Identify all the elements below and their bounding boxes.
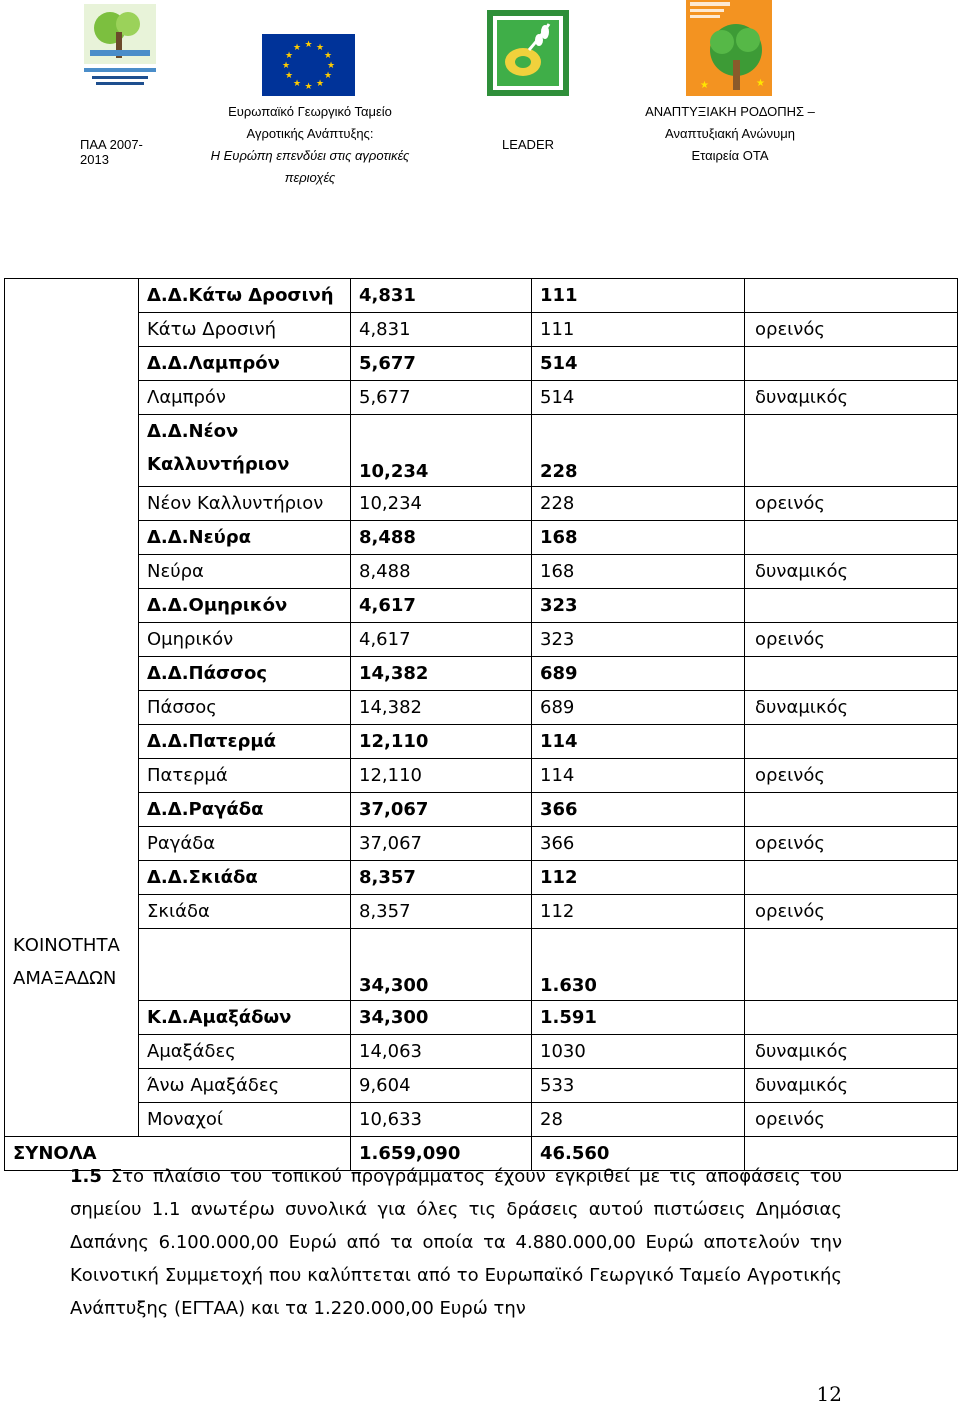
header-fund-line-3: Η Ευρώπη επενδύει στις αγροτικές <box>210 148 410 163</box>
settlement-name-cell: Πατερμά <box>139 759 351 793</box>
terrain-type-cell <box>745 861 958 895</box>
svg-text:★: ★ <box>756 78 765 89</box>
population-cell: 366 <box>532 827 745 861</box>
svg-text:★: ★ <box>326 61 336 71</box>
area-cell: 4,831 <box>351 279 532 313</box>
area-cell: 12,110 <box>351 725 532 759</box>
population-cell: 514 <box>532 381 745 415</box>
rural-development-logo <box>80 2 160 94</box>
svg-text:★: ★ <box>323 51 333 61</box>
leader-logo <box>487 10 569 96</box>
settlement-name-cell: Κάτω Δροσινή <box>139 313 351 347</box>
area-cell: 4,831 <box>351 313 532 347</box>
population-cell: 111 <box>532 313 745 347</box>
header-leader-label: LEADER <box>501 137 555 152</box>
population-cell: 323 <box>532 623 745 657</box>
group-cell <box>5 487 139 521</box>
settlement-name-cell: Άνω Αμαξάδες <box>139 1069 351 1103</box>
terrain-type-cell: ορεινός <box>745 313 958 347</box>
area-cell: 10,633 <box>351 1103 532 1137</box>
community-name-line-2: ΑΜΑΞΑΔΩΝ <box>13 967 117 989</box>
settlement-name-cell: Δ.Δ.Κάτω Δροσινή <box>139 279 351 313</box>
total-population-cell: 46.560 <box>532 1137 745 1171</box>
terrain-type-cell: δυναμικός <box>745 555 958 589</box>
area-cell: 34,300 <box>351 929 532 1001</box>
area-cell: 14,382 <box>351 691 532 725</box>
area-cell: 14,063 <box>351 1035 532 1069</box>
group-cell <box>5 589 139 623</box>
area-cell: 37,067 <box>351 827 532 861</box>
area-cell: 8,488 <box>351 555 532 589</box>
eu-flag-logo <box>262 34 355 96</box>
terrain-type-cell <box>745 415 958 487</box>
table-row <box>5 827 958 861</box>
settlement-name-cell: Κ.Δ.Αμαξάδων <box>139 1001 351 1035</box>
terrain-type-cell <box>745 929 958 1001</box>
group-cell <box>5 725 139 759</box>
terrain-type-cell <box>745 347 958 381</box>
group-cell <box>5 895 139 929</box>
population-cell: 168 <box>532 555 745 589</box>
population-cell: 1030 <box>532 1035 745 1069</box>
area-cell: 12,110 <box>351 759 532 793</box>
settlement-name-cell: Ομηρικόν <box>139 623 351 657</box>
population-cell: 28 <box>532 1103 745 1137</box>
total-area-cell: 1.659,090 <box>351 1137 532 1171</box>
group-cell <box>5 793 139 827</box>
table-row <box>5 487 958 521</box>
group-cell <box>5 521 139 555</box>
settlement-name-cell: Πάσσος <box>139 691 351 725</box>
body-paragraph <box>70 1160 842 1325</box>
svg-text:★: ★ <box>304 82 313 92</box>
group-cell <box>5 555 139 589</box>
header-program-label: ΠΑΑ 2007-2013 <box>80 137 143 167</box>
header-org-line-3: Εταιρεία ΟΤΑ <box>691 148 769 163</box>
group-cell <box>5 313 139 347</box>
population-cell: 114 <box>532 725 745 759</box>
population-cell: 689 <box>532 657 745 691</box>
terrain-type-cell <box>745 793 958 827</box>
community-name-cell <box>5 929 139 1001</box>
settlement-name-cell: Λαμπρόν <box>139 381 351 415</box>
population-cell: 228 <box>532 487 745 521</box>
population-cell: 366 <box>532 793 745 827</box>
group-cell <box>5 1103 139 1137</box>
settlements-table <box>4 278 958 1171</box>
table-row <box>5 1069 958 1103</box>
settlement-name-cell: Μοναχοί <box>139 1103 351 1137</box>
table-row <box>5 1001 958 1035</box>
table-row <box>5 381 958 415</box>
area-cell: 10,234 <box>351 415 532 487</box>
area-cell: 10,234 <box>351 487 532 521</box>
area-cell: 34,300 <box>351 1001 532 1035</box>
settlement-name-cell: Δ.Δ.Λαμπρόν <box>139 347 351 381</box>
area-cell: 8,357 <box>351 895 532 929</box>
header-fund-line-4: περιοχές <box>284 170 336 185</box>
svg-text:★: ★ <box>281 61 291 71</box>
population-cell: 323 <box>532 589 745 623</box>
area-cell: 9,604 <box>351 1069 532 1103</box>
table-row <box>5 861 958 895</box>
table-row <box>5 521 958 555</box>
paragraph-number: 1.5 <box>70 1166 102 1187</box>
table-row <box>5 589 958 623</box>
terrain-type-cell <box>745 725 958 759</box>
community-name-line-1: ΚΟΙΝΟΤΗΤΑ <box>13 934 120 956</box>
population-cell: 1.591 <box>532 1001 745 1035</box>
population-cell: 112 <box>532 861 745 895</box>
area-cell: 4,617 <box>351 623 532 657</box>
paragraph-text: Στο πλαίσιο του τοπικού προγράμματος έχουν εγκριθεί με τις αποφάσεις του σημείου 1.1 ανωτέρω συνολικά για όλες τις δράσεις αυτού πιστώσεις Δημόσιας Δαπάνης 6.100.000,00 Ευρώ από τα οποία τα 4.880.000,00 Ευρώ αποτελούν την Κοινοτική Συμμετοχή που καλύπτεται από το Ευρωπαϊκό Γεωργικό Ταμείο Αγροτικής Ανάπτυξης (ΕΓΤΑΑ) και τα 1.220.000,00 Ευρώ την <box>70 1166 842 1319</box>
totals-label-cell: ΣΥΝΟΛΑ <box>5 1137 351 1171</box>
settlement-name-line-1: Δ.Δ.Νέον <box>147 421 239 442</box>
settlement-name-cell: Αμαξάδες <box>139 1035 351 1069</box>
settlement-name-cell <box>139 415 351 487</box>
settlement-name-cell: Δ.Δ.Ραγάδα <box>139 793 351 827</box>
population-cell: 1.630 <box>532 929 745 1001</box>
group-cell <box>5 759 139 793</box>
svg-text:★: ★ <box>304 40 313 50</box>
area-cell: 37,067 <box>351 793 532 827</box>
area-cell: 5,677 <box>351 381 532 415</box>
settlement-name-cell: Σκιάδα <box>139 895 351 929</box>
area-cell: 14,382 <box>351 657 532 691</box>
table-row <box>5 657 958 691</box>
group-cell <box>5 861 139 895</box>
svg-text:★: ★ <box>292 79 302 89</box>
table-row <box>5 279 958 313</box>
group-cell <box>5 623 139 657</box>
header-fund-line-1: Ευρωπαϊκό Γεωργικό Ταμείο <box>228 104 392 119</box>
population-cell: 514 <box>532 347 745 381</box>
table-row <box>5 895 958 929</box>
terrain-type-cell: ορεινός <box>745 1103 958 1137</box>
terrain-type-cell <box>745 521 958 555</box>
table-row <box>5 415 958 487</box>
terrain-type-cell: ορεινός <box>745 759 958 793</box>
population-cell: 114 <box>532 759 745 793</box>
settlement-name-cell: Δ.Δ.Ομηρικόν <box>139 589 351 623</box>
group-cell <box>5 1001 139 1035</box>
settlement-name-cell: Ραγάδα <box>139 827 351 861</box>
svg-text:★: ★ <box>284 51 294 61</box>
svg-text:★: ★ <box>292 43 302 53</box>
settlement-name-cell: Νέον Καλλυντήριον <box>139 487 351 521</box>
population-cell: 533 <box>532 1069 745 1103</box>
terrain-type-cell: ορεινός <box>745 623 958 657</box>
terrain-type-cell: ορεινός <box>745 895 958 929</box>
table-row <box>5 1035 958 1069</box>
page-number: 12 <box>816 1382 842 1406</box>
group-cell <box>5 1035 139 1069</box>
terrain-type-cell: δυναμικός <box>745 1035 958 1069</box>
area-cell: 5,677 <box>351 347 532 381</box>
area-cell: 8,488 <box>351 521 532 555</box>
area-cell: 4,617 <box>351 589 532 623</box>
anaptyxiaki-rodopis-logo <box>686 0 772 96</box>
svg-text:★: ★ <box>284 71 294 81</box>
settlement-name-cell: Δ.Δ.Πατερμά <box>139 725 351 759</box>
terrain-type-cell <box>745 279 958 313</box>
group-cell <box>5 347 139 381</box>
group-cell <box>5 1069 139 1103</box>
group-cell <box>5 691 139 725</box>
table-row <box>5 555 958 589</box>
svg-text:★: ★ <box>315 43 325 53</box>
population-cell: 168 <box>532 521 745 555</box>
svg-text:★: ★ <box>700 80 709 91</box>
table-row-koinotita <box>5 929 958 1001</box>
terrain-type-cell: ορεινός <box>745 827 958 861</box>
header-fund-line-2: Αγροτικής Ανάπτυξης: <box>246 126 374 141</box>
population-cell: 111 <box>532 279 745 313</box>
header-org-line-1: ΑΝΑΠΤΥΞΙΑΚΗ ΡΟΔΟΠΗΣ – <box>645 104 815 119</box>
settlement-name-cell: Δ.Δ.Σκιάδα <box>139 861 351 895</box>
terrain-type-cell: δυναμικός <box>745 381 958 415</box>
group-cell <box>5 827 139 861</box>
terrain-type-cell: δυναμικός <box>745 691 958 725</box>
header-org-line-2: Αναπτυξιακή Ανώνυμη <box>665 126 795 141</box>
table-row <box>5 347 958 381</box>
table-row <box>5 623 958 657</box>
settlement-name-cell: Δ.Δ.Νεύρα <box>139 521 351 555</box>
terrain-type-cell: ορεινός <box>745 487 958 521</box>
terrain-type-cell <box>745 657 958 691</box>
table-row <box>5 691 958 725</box>
population-cell: 112 <box>532 895 745 929</box>
area-cell: 8,357 <box>351 861 532 895</box>
population-cell: 689 <box>532 691 745 725</box>
group-cell <box>5 415 139 487</box>
table-row <box>5 793 958 827</box>
group-cell <box>5 279 139 313</box>
table-row <box>5 725 958 759</box>
settlement-name-cell: Δ.Δ.Πάσσος <box>139 657 351 691</box>
settlement-name-cell: Νεύρα <box>139 555 351 589</box>
terrain-type-cell: δυναμικός <box>745 1069 958 1103</box>
svg-text:★: ★ <box>315 79 325 89</box>
svg-text:★: ★ <box>323 71 333 81</box>
group-cell <box>5 381 139 415</box>
table-row <box>5 1103 958 1137</box>
table-row <box>5 313 958 347</box>
population-cell: 228 <box>532 415 745 487</box>
group-cell <box>5 657 139 691</box>
settlement-name-cell <box>139 929 351 1001</box>
terrain-type-cell <box>745 589 958 623</box>
settlement-name-line-2: Καλλυντήριον <box>147 454 290 475</box>
table-row <box>5 759 958 793</box>
terrain-type-cell <box>745 1001 958 1035</box>
